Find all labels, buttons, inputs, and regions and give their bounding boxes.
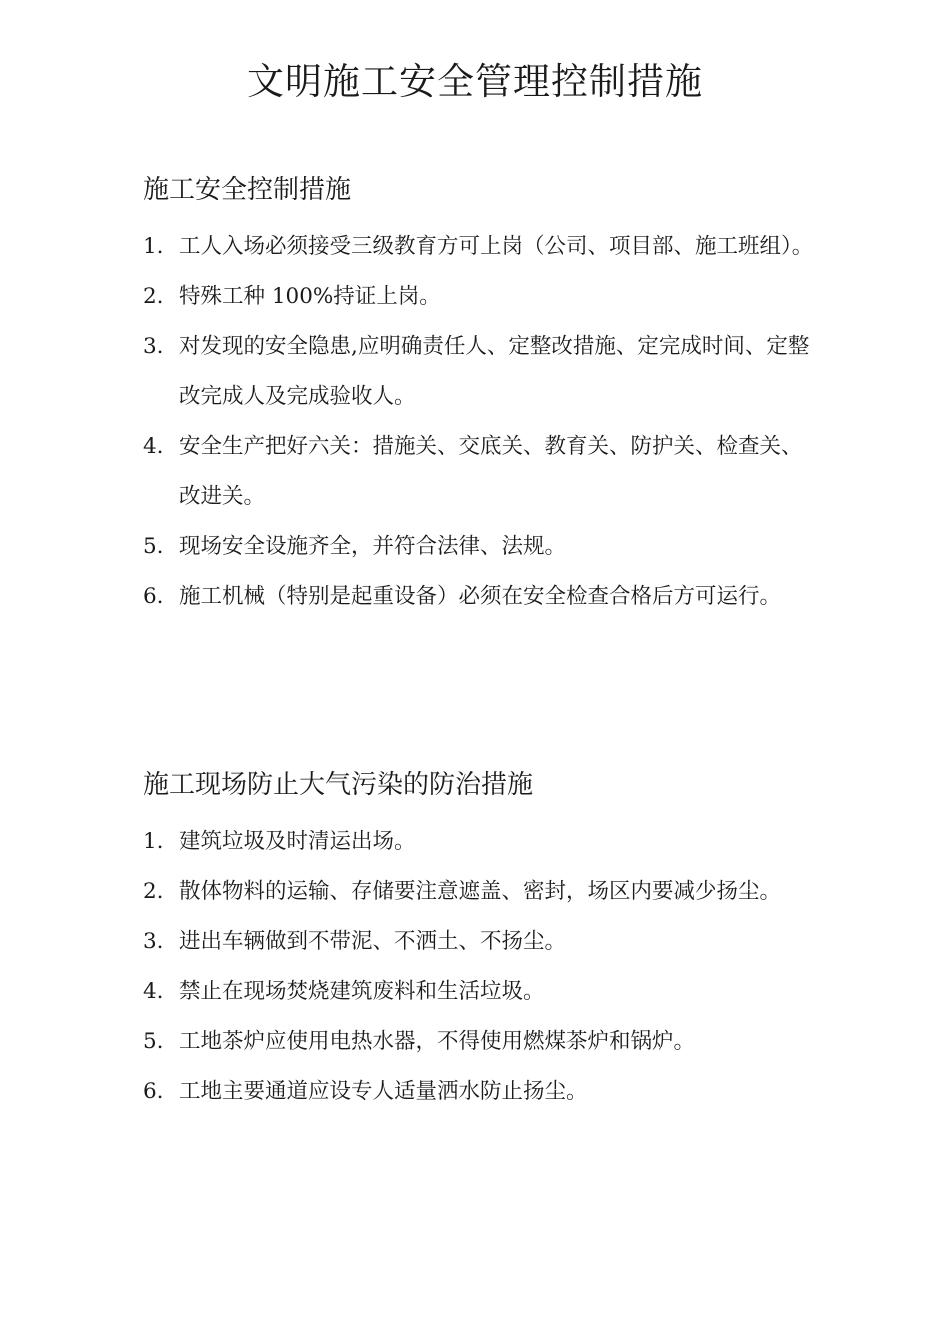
- item-text: 对发现的安全隐患,应明确责任人、定整改措施、定完成时间、定整改完成人及完成验收人。: [179, 334, 810, 409]
- item-text: 特殊工种 100%持证上岗。: [179, 284, 441, 309]
- list-item: [143, 967, 823, 1017]
- list-item: [143, 222, 823, 272]
- item-text: 施工机械（特别是起重设备）必须在安全检查合格后方可运行。: [179, 584, 782, 609]
- item-number: 1.: [143, 829, 164, 854]
- item-text: 安全生产把好六关：措施关、交底关、教育关、防护关、检查关、改进关。: [179, 434, 803, 509]
- list-item: [143, 1017, 823, 1067]
- item-text: 建筑垃圾及时清运出场。: [179, 829, 416, 854]
- list-item: [143, 422, 823, 522]
- list-item: [143, 272, 823, 322]
- item-number: 5.: [143, 1029, 164, 1054]
- item-text: 工地茶炉应使用电热水器，不得使用燃煤茶炉和锅炉。: [179, 1029, 696, 1054]
- document-title: 文明施工安全管理控制措施: [247, 60, 703, 103]
- list-item: [143, 322, 823, 422]
- list-item: [143, 867, 823, 917]
- list-item: [143, 817, 823, 867]
- item-number: 6.: [143, 584, 164, 609]
- item-text: 工人入场必须接受三级教育方可上岗（公司、项目部、施工班组）。: [179, 234, 814, 259]
- safety-control-list: [143, 222, 823, 622]
- item-number: 4.: [143, 979, 164, 1004]
- list-item: [143, 1067, 823, 1117]
- item-text: 工地主要通道应设专人适量洒水防止扬尘。: [179, 1079, 588, 1104]
- list-item: [143, 917, 823, 967]
- item-text: 禁止在现场焚烧建筑废料和生活垃圾。: [179, 979, 545, 1004]
- section-air-pollution-control: [143, 765, 823, 1117]
- item-number: 6.: [143, 1079, 164, 1104]
- list-item: [143, 522, 823, 572]
- section-heading: 施工现场防止大气污染的防治措施: [143, 770, 534, 800]
- item-text: 现场安全设施齐全，并符合法律、法规。: [179, 534, 567, 559]
- item-number: 5.: [143, 534, 164, 559]
- item-number: 3.: [143, 334, 164, 359]
- section-safety-control: [143, 170, 823, 622]
- item-number: 1.: [143, 234, 164, 259]
- item-text: 进出车辆做到不带泥、不洒土、不扬尘。: [179, 929, 567, 954]
- air-pollution-control-list: [143, 817, 823, 1117]
- item-text: 散体物料的运输、存储要注意遮盖、密封，场区内要减少扬尘。: [179, 879, 782, 904]
- item-number: 2.: [143, 284, 164, 309]
- item-number: 3.: [143, 929, 164, 954]
- section-heading: 施工安全控制措施: [143, 175, 352, 205]
- item-number: 2.: [143, 879, 164, 904]
- list-item: [143, 572, 823, 622]
- item-number: 4.: [143, 434, 164, 459]
